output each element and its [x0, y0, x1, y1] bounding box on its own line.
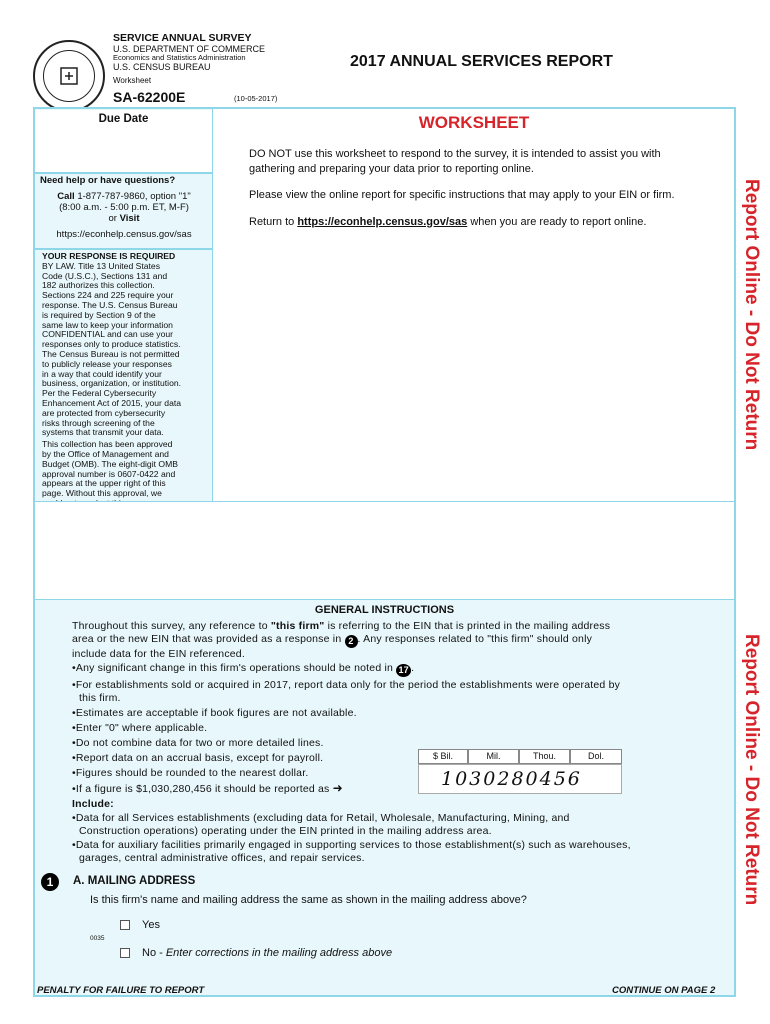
mailing-address-heading: A. MAILING ADDRESS: [73, 875, 196, 887]
instructions-title: GENERAL INSTRUCTIONS: [314, 604, 455, 616]
legal-line: Sections 224 and 225 require your: [42, 290, 174, 301]
divider: [35, 248, 212, 250]
legal-line: BY LAW. Title 13 United States: [42, 260, 160, 271]
include-label: Include:: [72, 798, 114, 810]
legal-line: same law to keep your information: [42, 319, 173, 330]
legal-law-text: [42, 252, 210, 438]
visit-label: Visit: [119, 213, 140, 224]
item-17-ref: 17: [396, 664, 411, 677]
paragraph-1: DO NOT use this worksheet to respond to the survey, it is intended to assist you with gathering and preparing your data prior to reporting online.: [249, 148, 661, 175]
esa-name: Economics and Statistics Administration: [113, 53, 246, 62]
legal-line: risks through screening of the: [42, 417, 155, 428]
form-date: (10-05-2017): [234, 94, 278, 103]
or-text: or: [108, 213, 117, 224]
phone-number[interactable]: 1-877-787-9860, option "1": [77, 191, 191, 202]
legal-omb-text: [42, 440, 210, 509]
due-date-label: Due Date: [98, 113, 149, 125]
yes-checkbox[interactable]: [120, 920, 130, 930]
legal-line: CONFIDENTIAL and can use your: [42, 329, 174, 340]
help-box: [40, 175, 208, 240]
yes-label: Yes: [142, 919, 160, 931]
footer-penalty: PENALTY FOR FAILURE TO REPORT: [37, 985, 205, 996]
legal-line: Budget (OMB). The eight-digit OMB: [42, 458, 178, 469]
legal-line: YOUR RESPONSE IS REQUIRED: [42, 251, 176, 261]
worksheet-label: Worksheet: [113, 76, 152, 85]
legal-line: systems that transmit your data.: [42, 427, 164, 438]
call-label: Call: [57, 191, 75, 202]
legal-line: in a way that could identify your: [42, 368, 162, 379]
item-code: 0035: [90, 935, 105, 942]
help-title: Need help or have questions?: [40, 175, 176, 186]
paragraph-2: Please view the online report for specific instructions that may apply to your EIN or firm.: [249, 189, 675, 201]
bureau-name: U.S. CENSUS BUREAU: [113, 62, 211, 72]
report-title: 2017 ANNUAL SERVICES REPORT: [350, 53, 613, 70]
legal-line: 182 authorizes this collection.: [42, 280, 155, 291]
hours: (8:00 a.m. - 5:00 p.m. ET, M-F): [59, 202, 189, 213]
footer-continue: CONTINUE ON PAGE 2: [612, 985, 716, 996]
due-date-box: [35, 110, 212, 172]
unit-headers: $ Bil. Mil. Thou. Dol.: [418, 749, 622, 764]
section-number-badge: 1: [41, 873, 59, 891]
item-2-ref: 2: [345, 635, 358, 648]
form-id: SA-62200E: [113, 89, 186, 105]
instructions-body: Throughout this survey, any reference to "this firm" is referring to the EIN that is printed in the mailing address area or the new EIN that was provided as a response in 2 . Any responses related to "this firm" should only include data for the EIN referenced. •Any significant change in this firm's operations should be noted in 17 . •For establishments sold or acquired in 2017, report data only for the period the establishments were operated by this firm. •Estimates are acceptable if book figures are not available. •Enter "0" where applicable. •Do not combine data for two or more detailed lines. •Report data on an accrual basis, except for payroll. •Figures should be rounded to the nearest dollar. •If a figure is $1,030,280,456 it should be reported as ➜ Include: •Data for all Services establishments (excluding data for Retail, Wholesale, Manufacturing, Mining, and Construction operations) operating under the EIN printed in the mailing address area. •Data for auxiliary facilities primarily engaged in supporting services to those establishment(s) such as warehouses, garages, central administrative offices, and repair services.: [72, 620, 722, 865]
help-url-link[interactable]: https://econhelp.census.gov/sas: [56, 229, 192, 240]
legal-line: appears at the upper right of this: [42, 478, 166, 489]
no-label: No - Enter corrections in the mailing address above: [142, 947, 393, 959]
worksheet-title: WORKSHEET: [418, 113, 530, 132]
legal-line: page. Without this approval, we: [42, 488, 162, 499]
legal-line: business, organization, or institution.: [42, 378, 182, 389]
no-checkbox[interactable]: [120, 948, 130, 958]
legal-line: by the Office of Management and: [42, 448, 169, 459]
legal-line: Enhancement Act of 2015, your data: [42, 397, 182, 408]
survey-name: SERVICE ANNUAL SURVEY: [113, 32, 252, 44]
paragraph-3: Return to https://econhelp.census.gov/sas when you are ready to report online.: [249, 215, 647, 228]
divider: [35, 172, 212, 174]
pane-divider: [212, 109, 213, 501]
legal-line: is required by Section 9 of the: [42, 309, 156, 320]
legal-line: are protected from cybersecurity: [42, 407, 166, 418]
legal-line: responses only to produce statistics.: [42, 339, 181, 350]
side-label-bottom: Report Online - Do Not Return: [741, 634, 762, 906]
census-seal-logo: [33, 40, 105, 112]
legal-line: approval number is 0607-0422 and: [42, 468, 176, 479]
return-link[interactable]: https://econhelp.census.gov/sas: [297, 215, 468, 228]
mailing-address-area: [35, 501, 734, 600]
legal-line: response. The U.S. Census Bureau: [42, 299, 178, 310]
main-instructions: [249, 147, 689, 229]
side-label-top: Report Online - Do Not Return: [741, 179, 762, 451]
legal-line: Code (U.S.C.), Sections 131 and: [42, 270, 168, 281]
legal-line: to publicly release your responses: [42, 358, 172, 369]
mailing-address-question: Is this firm's name and mailing address the same as shown in the mailing address above?: [90, 894, 527, 906]
header-block: [113, 32, 265, 86]
legal-line: The Census Bureau is not permitted: [42, 348, 180, 359]
example-handwritten-digits: 1030280456: [418, 764, 622, 794]
legal-line: This collection has been approved: [42, 439, 173, 450]
dept-name: U.S. DEPARTMENT OF COMMERCE: [113, 44, 266, 54]
example-amount-box: [418, 749, 622, 794]
legal-notice: [42, 252, 210, 509]
legal-line: Per the Federal Cybersecurity: [42, 388, 157, 399]
